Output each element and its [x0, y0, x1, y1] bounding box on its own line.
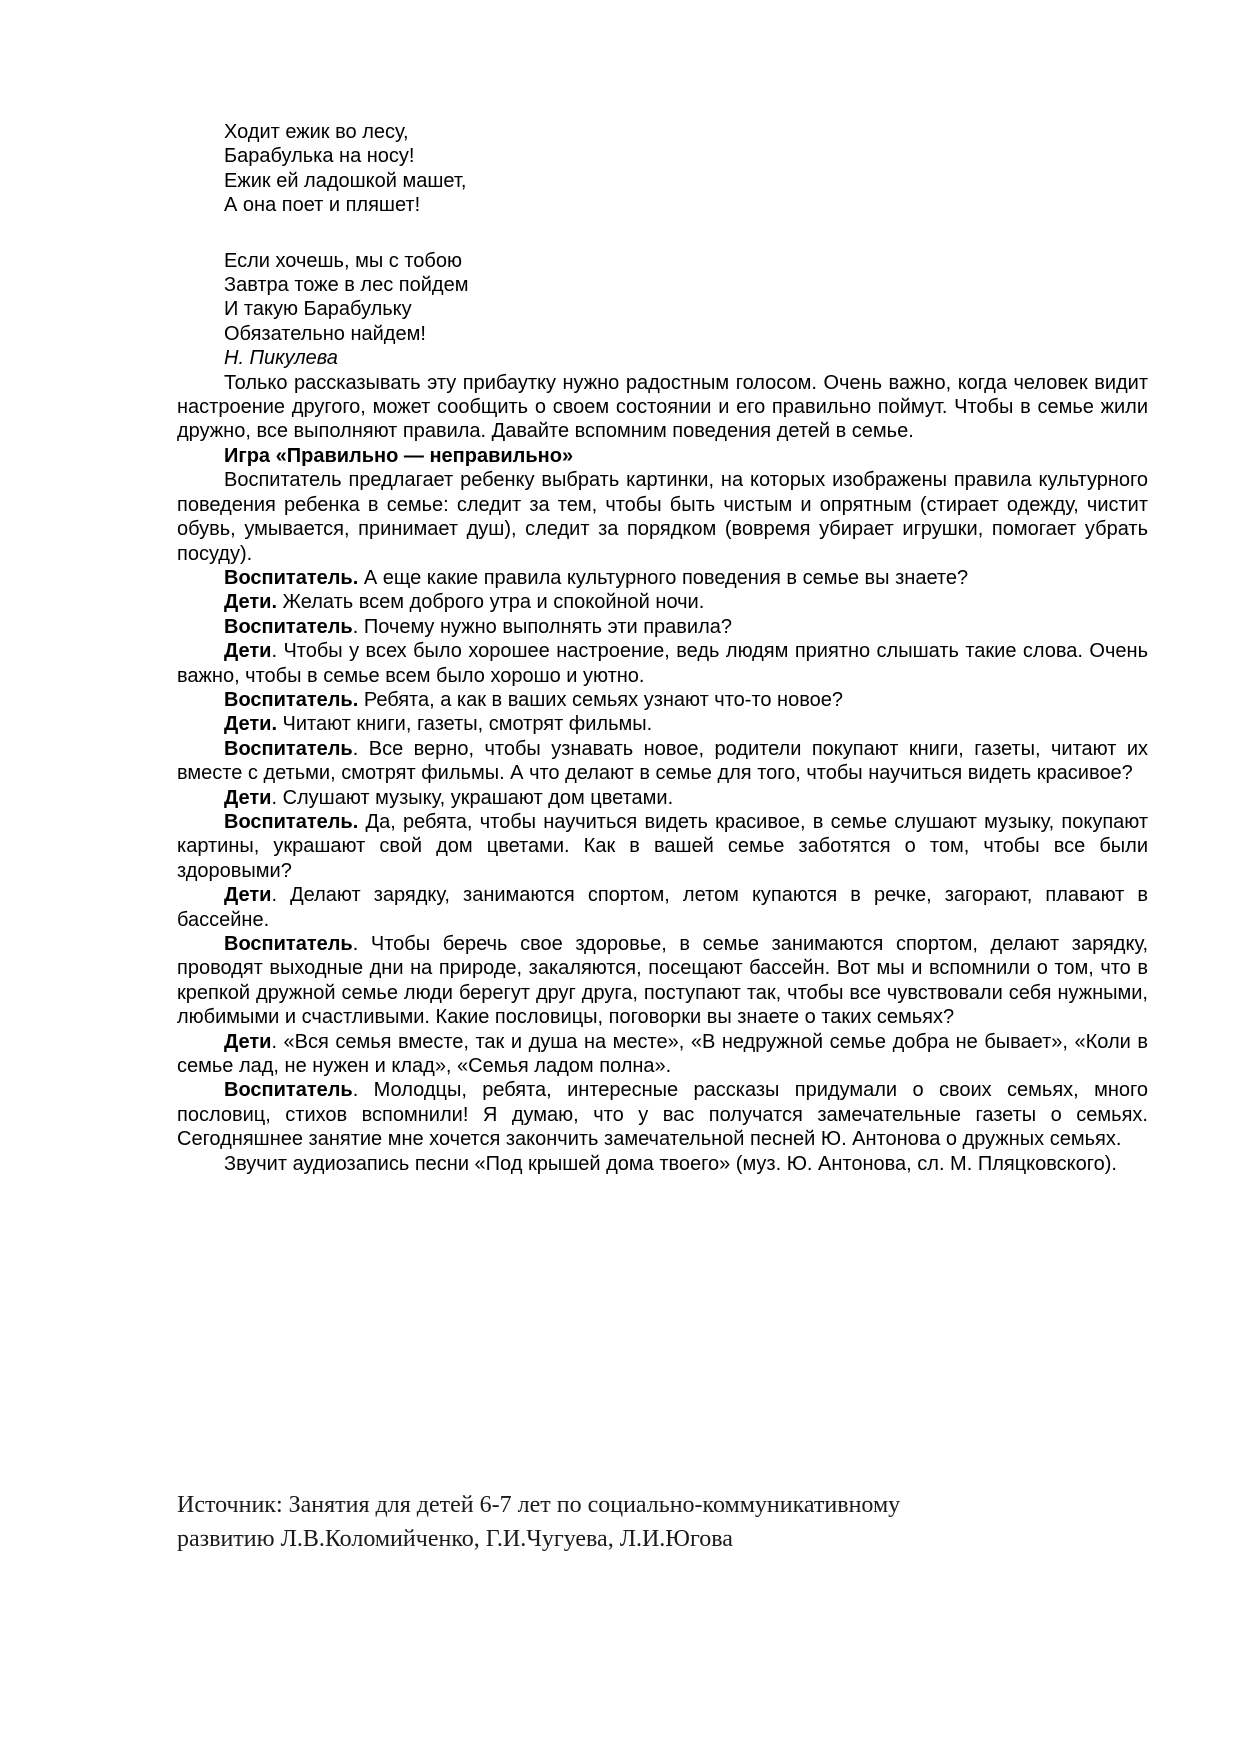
poem-line: Ходит ежик во лесу, — [224, 121, 409, 143]
speaker-label: Воспитатель. — [224, 566, 359, 589]
dialogue-line — [177, 566, 1148, 590]
dialogue-line — [177, 932, 1148, 1030]
speaker-label: Дети — [224, 640, 272, 663]
poem-line: Обязательно найдем! — [224, 322, 426, 345]
dialogue-text: . Чтобы беречь свое здоровье, в семье занимаются спортом, делают зарядку, проводят выходные дни на природе, закаляются, посещают бассейн. Вот мы и вспомнили о том, что в крепкой дружной семье люди берегут друг друга, поступают так, чтобы все чувствовали себя нужными, любимыми и счастливыми. Какие пословицы, поговорки вы знаете о таких семьях? — [177, 933, 1148, 1029]
dialogue-text: А еще какие правила культурного поведения в семье вы знаете? — [358, 566, 969, 589]
dialogue-text: . «Вся семья вместе, так и душа на месте», «В недружной семье добра не бывает», «Коли в семье лад, не нужен и клад», «Семья ладом полна». — [177, 1030, 1148, 1078]
speaker-label: Воспитатель. — [224, 688, 359, 711]
dialogue-text: Желать всем доброго утра и спокойной ночи. — [277, 591, 705, 614]
closing-paragraph: Звучит аудиозапись песни «Под крышей дома твоего» (муз. Ю. Антонова, сл. М. Пляцковского). — [224, 1152, 1117, 1175]
stanza-gap — [224, 218, 1148, 249]
speaker-label: Воспитатель — [224, 933, 353, 955]
dialogue-text: Да, ребята, чтобы научиться видеть красивое, в семье слушают музыку, покупают картины, украшают свой дом цветами. Как в вашей семье заботятся о том, чтобы все были здоровыми? — [177, 810, 1148, 882]
game-title: Игра «Правильно — неправильно» — [224, 444, 574, 467]
poem-line: Завтра тоже в лес пойдем — [224, 274, 469, 297]
dialogue-text: . Почему нужно выполнять эти правила? — [352, 615, 732, 638]
speaker-label: Воспитатель. — [224, 810, 359, 833]
source-citation — [177, 1488, 1077, 1556]
speaker-label: Дети — [224, 884, 272, 907]
poem-line: Барабулька на носу! — [224, 145, 415, 168]
dialogue-line — [177, 810, 1148, 883]
dialogue-line — [177, 1078, 1148, 1151]
dialogue-text: . Слушают музыку, украшают дом цветами. — [271, 786, 674, 809]
source-line: Источник: Занятия для детей 6-7 лет по социально-коммуникативному — [177, 1492, 901, 1518]
document-body — [177, 120, 1148, 1176]
poem-line: Ежик ей ладошкой машет, — [224, 169, 467, 192]
dialogue-line — [177, 712, 1148, 736]
dialogue-line — [177, 639, 1148, 688]
dialogue-text: . Чтобы у всех было хорошее настроение, ведь людям приятно слышать такие слова. Очень важно, чтобы в семье всем было хорошо и уютно. — [177, 640, 1148, 687]
dialogue-line — [177, 786, 1148, 810]
dialogue-line — [177, 737, 1148, 786]
dialogue-text: . Молодцы, ребята, интересные рассказы придумали о своих семьях, много пословиц, стихов вспомнили! Я думаю, что у вас получатся замечательные газеты о семьях. Сегодняшнее занятие мне хочется закончить замечательной песней Ю. Антонова о дружных семьях. — [177, 1079, 1148, 1151]
intro-paragraph: Только рассказывать эту прибаутку нужно радостным голосом. Очень важно, когда человек видит настроение другого, может сообщить о своем состоянии и его правильно поймут. Чтобы в семье жили дружно, все выполняют правила. Давайте вспомним поведения детей в семье. — [177, 371, 1148, 443]
speaker-label: Дети — [224, 1030, 272, 1053]
dialogue-line — [177, 688, 1148, 712]
dialogue-line — [177, 590, 1148, 614]
speaker-label: Дети — [224, 786, 272, 809]
dialogue-text: Читают книги, газеты, смотрят фильмы. — [277, 713, 653, 736]
dialogue-text: Ребята, а как в ваших семьях узнают что-то новое? — [358, 688, 843, 711]
speaker-label: Воспитатель — [224, 615, 353, 638]
poem-line: Если хочешь, мы с тобою — [224, 249, 462, 272]
speaker-label: Воспитатель — [224, 737, 353, 760]
poem-author: Н. Пикулева — [224, 347, 338, 370]
dialogue-line — [177, 615, 1148, 639]
poem-line: И такую Барабульку — [224, 298, 412, 321]
poem-line: А она поет и пляшет! — [224, 194, 421, 217]
speaker-label: Дети. — [224, 591, 277, 614]
speaker-label: Воспитатель — [224, 1079, 353, 1102]
dialogue-text: . Делают зарядку, занимаются спортом, летом купаются в речке, загорают, плавают в бассейне. — [177, 884, 1148, 931]
source-line: развитию Л.В.Коломийченко, Г.И.Чугуева, Л.И.Югова — [177, 1526, 733, 1552]
speaker-label: Дети. — [224, 713, 277, 736]
dialogue-line — [177, 1030, 1148, 1079]
dialogue-line — [177, 883, 1148, 932]
poem — [177, 120, 1148, 371]
dialogue-text: . Все верно, чтобы узнавать новое, родители покупают книги, газеты, читают их вместе с детьми, смотрят фильмы. А что делают в семье для того, чтобы научиться видеть красивое? — [177, 737, 1148, 785]
game-description: Воспитатель предлагает ребенку выбрать картинки, на которых изображены правила культурного поведения ребенка в семье: следит за тем, чтобы быть чистым и опрятным (стирает одежду, чистит обувь, умывается, принимает душ), следит за порядком (вовремя убирает игрушки, помогает убрать посуду). — [177, 469, 1148, 565]
